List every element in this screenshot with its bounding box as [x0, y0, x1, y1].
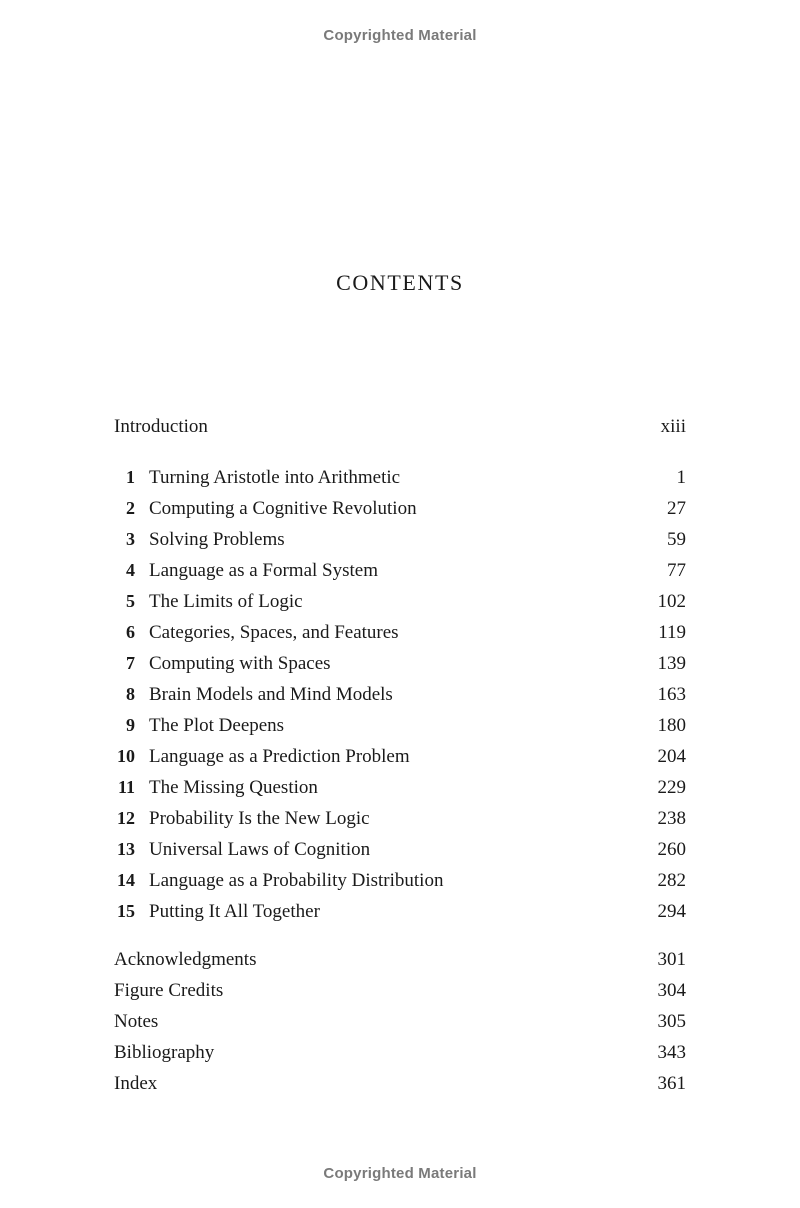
chapter-title: Turning Aristotle into Arithmetic — [149, 467, 401, 488]
toc-chapter-15[interactable] — [114, 896, 686, 927]
chapter-title: Categories, Spaces, and Features — [149, 622, 399, 643]
chapter-title: Language as a Prediction Problem — [149, 746, 410, 767]
chapter-page: 102 — [657, 591, 686, 612]
toc-chapter-11[interactable] — [114, 772, 686, 803]
toc-entry-title: Figure Credits — [114, 980, 224, 1001]
chapter-title: Computing a Cognitive Revolution — [149, 498, 417, 519]
toc-chapter-12[interactable] — [114, 803, 686, 834]
chapter-number: 11 — [117, 777, 135, 797]
chapter-number: 2 — [126, 498, 135, 518]
chapter-number: 7 — [126, 653, 135, 673]
toc-entry-page: 304 — [657, 980, 686, 1001]
chapter-title: Putting It All Together — [149, 901, 320, 922]
chapter-title: The Plot Deepens — [149, 715, 285, 736]
page-title: CONTENTS — [336, 270, 464, 295]
chapter-page: 27 — [667, 498, 686, 519]
toc-chapter-14[interactable] — [114, 865, 686, 896]
chapter-title: Probability Is the New Logic — [149, 808, 370, 829]
toc-front-matter — [114, 411, 686, 442]
chapter-title: Universal Laws of Cognition — [149, 839, 371, 860]
chapter-page: 77 — [667, 560, 686, 581]
chapter-number: 12 — [117, 808, 135, 828]
chapter-number: 14 — [117, 870, 135, 890]
chapter-title: Computing with Spaces — [149, 653, 331, 674]
chapter-title: Solving Problems — [149, 529, 285, 550]
chapter-title: Language as a Formal System — [149, 560, 379, 581]
toc-chapter-7[interactable] — [114, 648, 686, 679]
chapter-number: 4 — [126, 560, 135, 580]
toc-entry-introduction[interactable] — [114, 411, 686, 442]
copyright-watermark-top: Copyrighted Material — [323, 27, 477, 44]
chapter-page: 229 — [657, 777, 686, 798]
chapter-number: 8 — [126, 684, 135, 704]
toc-entry-bibliography[interactable] — [114, 1037, 686, 1068]
toc-entry-page: xiii — [660, 416, 686, 437]
toc-entry-acknowledgments[interactable] — [114, 944, 686, 975]
toc-entry-title: Introduction — [114, 416, 208, 437]
toc-chapter-6[interactable] — [114, 617, 686, 648]
chapter-title: Language as a Probability Distribution — [149, 870, 444, 891]
chapter-number: 1 — [126, 467, 135, 487]
toc-entry-title: Bibliography — [114, 1042, 215, 1063]
chapter-title: Brain Models and Mind Models — [149, 684, 393, 705]
chapter-page: 282 — [657, 870, 686, 891]
toc-entry-page: 361 — [657, 1073, 686, 1094]
toc-entry-page: 343 — [657, 1042, 686, 1063]
copyright-watermark-bottom: Copyrighted Material — [323, 1165, 477, 1182]
chapter-page: 260 — [657, 839, 686, 860]
chapter-page: 119 — [658, 622, 686, 643]
toc-chapter-10[interactable] — [114, 741, 686, 772]
chapter-page: 238 — [657, 808, 686, 829]
toc-entry-notes[interactable] — [114, 1006, 686, 1037]
toc-back-matter — [114, 944, 686, 1099]
toc-entry-figure-credits[interactable] — [114, 975, 686, 1006]
toc-chapter-4[interactable] — [114, 555, 686, 586]
toc-chapter-1[interactable] — [114, 462, 686, 493]
chapter-page: 180 — [657, 715, 686, 736]
toc-chapter-2[interactable] — [114, 493, 686, 524]
chapter-page: 204 — [657, 746, 686, 767]
chapter-page: 1 — [676, 467, 686, 488]
toc-entry-title: Notes — [114, 1011, 159, 1032]
toc-chapter-3[interactable] — [114, 524, 686, 555]
chapter-number: 3 — [126, 529, 135, 549]
chapter-page: 294 — [657, 901, 686, 922]
toc-entry-title: Index — [114, 1073, 158, 1094]
toc-entry-index[interactable] — [114, 1068, 686, 1099]
chapter-number: 15 — [117, 901, 135, 921]
toc-chapters — [114, 462, 686, 927]
chapter-page: 139 — [657, 653, 686, 674]
chapter-number: 9 — [126, 715, 135, 735]
toc-entry-page: 305 — [657, 1011, 686, 1032]
toc-chapter-9[interactable] — [114, 710, 686, 741]
chapter-number: 13 — [117, 839, 135, 859]
chapter-title: The Missing Question — [149, 777, 318, 798]
chapter-page: 59 — [667, 529, 686, 550]
toc-chapter-8[interactable] — [114, 679, 686, 710]
chapter-page: 163 — [657, 684, 686, 705]
chapter-number: 6 — [126, 622, 135, 642]
toc-entry-page: 301 — [657, 949, 686, 970]
toc-chapter-5[interactable] — [114, 586, 686, 617]
toc-entry-title: Acknowledgments — [114, 949, 257, 970]
chapter-number: 5 — [126, 591, 135, 611]
toc-chapter-13[interactable] — [114, 834, 686, 865]
chapter-number: 10 — [117, 746, 135, 766]
chapter-title: The Limits of Logic — [149, 591, 303, 612]
